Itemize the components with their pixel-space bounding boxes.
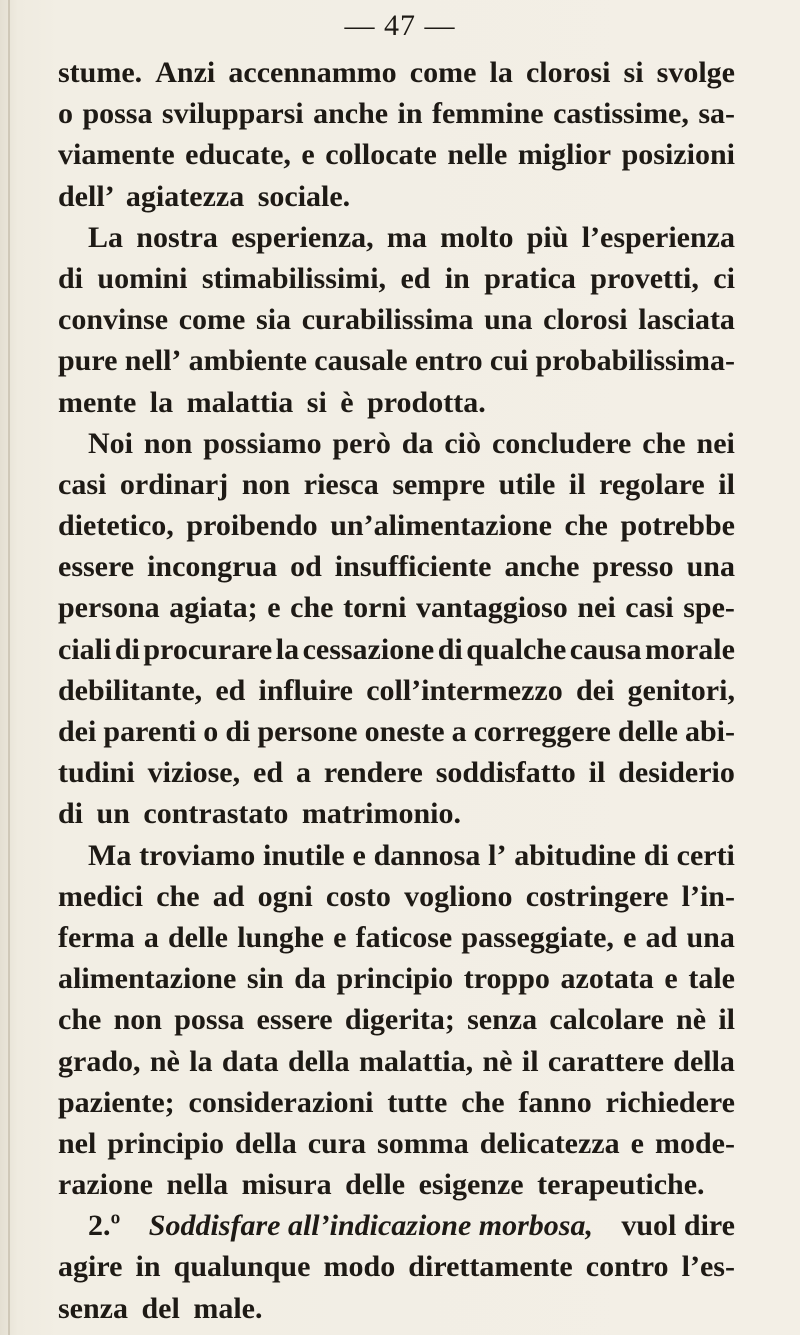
text-line: La nostra esperienza, ma molto più l’esperienza <box>88 220 735 254</box>
body-text <box>58 52 735 1329</box>
list-number: 2.º <box>88 1209 121 1243</box>
text-line: viamente educate, e collocate nelle miglior posizioni <box>58 138 735 172</box>
text-line: debilitante, ed influire coll’intermezzo dei genitori, <box>58 673 735 707</box>
text-line: mente la malattia si è prodotta. <box>58 385 486 419</box>
text-line: alimentazione sin da principio troppo azotata e tale <box>58 962 735 996</box>
text-line: di un contrastato matrimonio. <box>58 797 461 831</box>
text-line: ferma a delle lunghe e faticose passeggiate, e ad una <box>58 920 735 954</box>
text-line: paziente; considerazioni tutte che fanno richiedere <box>58 1085 735 1119</box>
text-line: che non possa essere digerita; senza calcolare nè il <box>58 1003 735 1037</box>
text-line: Ma troviamo inutile e dannosa l’ abitudine di certi <box>88 838 735 872</box>
text-line: o possa svilupparsi anche in femmine castissime, sa- <box>58 97 735 131</box>
page-number: — 47 — <box>344 9 456 42</box>
text-line: di uomini stimabilissimi, ed in pratica provetti, ci <box>58 261 735 295</box>
text-line: casi ordinarj non riesca sempre utile il regolare il <box>58 467 735 501</box>
text-line: essere incongrua od insufficiente anche presso una <box>58 550 735 584</box>
text-line: ciali di procurare la cessazione di qualche causa morale <box>58 632 735 666</box>
text-line: dietetico, proibendo un’alimentazione che potrebbe <box>58 509 735 543</box>
text-line: senza del male. <box>58 1291 263 1325</box>
text-fragment: vuol dire <box>621 1209 735 1243</box>
text-line: Noi non possiamo però da ciò concludere che nei <box>88 426 735 460</box>
text-line: stume. Anzi accennammo come la clorosi si svolge <box>58 56 735 89</box>
text-line: nel principio della cura somma delicatezza e mode- <box>58 1126 735 1160</box>
page-gutter <box>8 0 10 1335</box>
text-line: dell’ agiatezza sociale. <box>58 179 351 213</box>
text-line: razione nella misura delle esigenze terapeutiche. <box>58 1168 705 1202</box>
text-line: convinse come sia curabilissima una clorosi lasciata <box>58 303 735 337</box>
text-line: pure nell’ ambiente causale entro cui probabilissima- <box>58 344 735 378</box>
text-line: dei parenti o di persone oneste a correggere delle abi- <box>58 715 735 748</box>
text-line: tudini viziose, ed a rendere soddisfatto il desiderio <box>58 756 735 790</box>
text-line: grado, nè la data della malattia, nè il carattere della <box>58 1044 735 1078</box>
text-line: agire in qualunque modo direttamente contro l’es- <box>58 1250 735 1284</box>
text-line: persona agiata; e che torni vantaggioso nei casi spe- <box>58 591 735 625</box>
italic-phrase: Soddisfare all’indicazione morbosa, <box>148 1209 593 1243</box>
text-line <box>58 1205 735 1246</box>
text-line: medici che ad ogni costo vogliono costringere l’in- <box>58 879 735 913</box>
